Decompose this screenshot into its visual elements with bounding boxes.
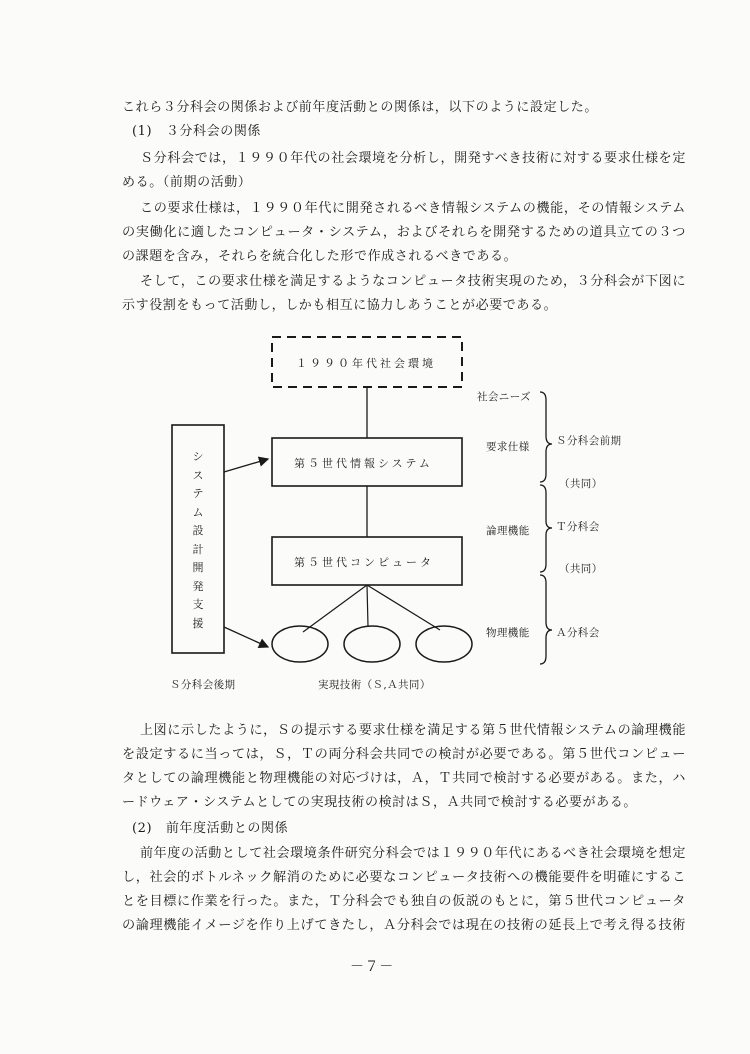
paragraph-2-line-3: の課題を含み，それらを統合化した形で作成されるべきである。 (122, 249, 518, 264)
label-social-needs: 社会ニーズ (477, 391, 531, 403)
paragraph-2-line-2: の実働化に適したコンピュータ・システム，およびそれらを開発するための道具立ての３つ (122, 225, 686, 240)
label-joint-1: （共同） (559, 478, 603, 490)
fan-line-right (367, 585, 440, 630)
paragraph-5-line-2: し，社会的ボトルネック解消のために必要なコンピュータ技術への機能要件を明確にするこ (122, 870, 686, 885)
label-t-subcommittee: Ｔ分科会 (556, 521, 600, 533)
page-number: －７－ (350, 959, 394, 975)
paragraph-4-line-2: を設定するに当っては，Ｓ，Ｔの両分科会共同での検討が必要である。第５世代コンピュー (122, 747, 686, 762)
label-realization-tech: 実現技術（Ｓ,Ａ共同） (318, 679, 431, 691)
arrow-to-info (224, 459, 268, 472)
support-box-label: シ ス テ ム 設 計 開 発 支 援 (192, 450, 204, 630)
paragraph-5-line-3: とを目標に作業を行った。また，Ｔ分科会でも独自の仮説のもとに，第５世代コンピュータ (122, 894, 686, 909)
fan-line-center (367, 585, 368, 626)
paragraph-1-line-1: Ｓ分科会では，１９９０年代の社会環境を分析し，開発すべき技術に対する要求仕様を定 (140, 151, 686, 166)
section-heading-2: (2) 前年度活動との関係 (132, 821, 289, 836)
paragraph-3-line-2: 示す役割をもって活動し，しかも相互に協力しあうことが必要である。 (122, 298, 558, 313)
paragraph-4-line-3: タとしての論理機能と物理機能の対応づけは，Ａ，Ｔ共同で検討する必要がある。また，ハ (122, 771, 686, 786)
label-physical-function: 物理機能 (486, 627, 530, 639)
label-s-early: Ｓ分科会前期 (556, 435, 622, 447)
technology-ellipse-2 (344, 626, 400, 662)
paragraph-3-line-1: そして，この要求仕様を満足するようなコンピュータ技術実現のため，３分科会が下図に (140, 274, 686, 289)
paragraph-4-line-1: 上図に示したように，Ｓの提示する要求仕様を満足する第５世代情報システムの論理機能 (140, 723, 686, 738)
technology-ellipse-1 (272, 626, 328, 662)
label-a-subcommittee: Ａ分科会 (556, 627, 600, 639)
brace-s-early (540, 392, 552, 482)
intro-line: これら３分科会の関係および前年度活動との関係は，以下のように設定した。 (122, 100, 599, 115)
computer-label: 第５世代コンピュータ (294, 556, 434, 569)
label-s-late: Ｓ分科会後期 (170, 679, 236, 691)
fan-line-left (303, 585, 367, 632)
technology-ellipse-3 (416, 626, 472, 662)
section-heading-1: (1) ３分科会の関係 (132, 124, 262, 139)
info-system-label: 第５世代情報システム (294, 457, 433, 470)
paragraph-1-line-2: める。（前期の活動） (122, 175, 252, 190)
label-requirement-spec: 要求仕様 (486, 441, 530, 453)
paragraph-2-line-1: この要求仕様は，１９９０年代に開発されるべき情報システムの機能，その情報システム (140, 201, 686, 216)
paragraph-5-line-1: 前年度の活動として社会環境条件研究分科会では１９９０年代にあるべき社会環境を想定 (140, 846, 686, 861)
social-environment-label: １９９０年代社会環境 (296, 357, 436, 370)
paragraph-5-line-4: の論理機能イメージを作り上げてきたし，Ａ分科会では現在の技術の延長上で考え得る技術 (122, 918, 686, 933)
brace-t (540, 485, 552, 572)
brace-a (540, 575, 552, 664)
label-joint-2: （共同） (559, 563, 603, 575)
arrow-to-ellipses (224, 627, 268, 647)
label-logical-function: 論理機能 (486, 525, 530, 537)
paragraph-4-line-4: ードウェア・システムとしての実現技術の検討はＳ，Ａ共同で検討する必要がある。 (122, 795, 637, 810)
